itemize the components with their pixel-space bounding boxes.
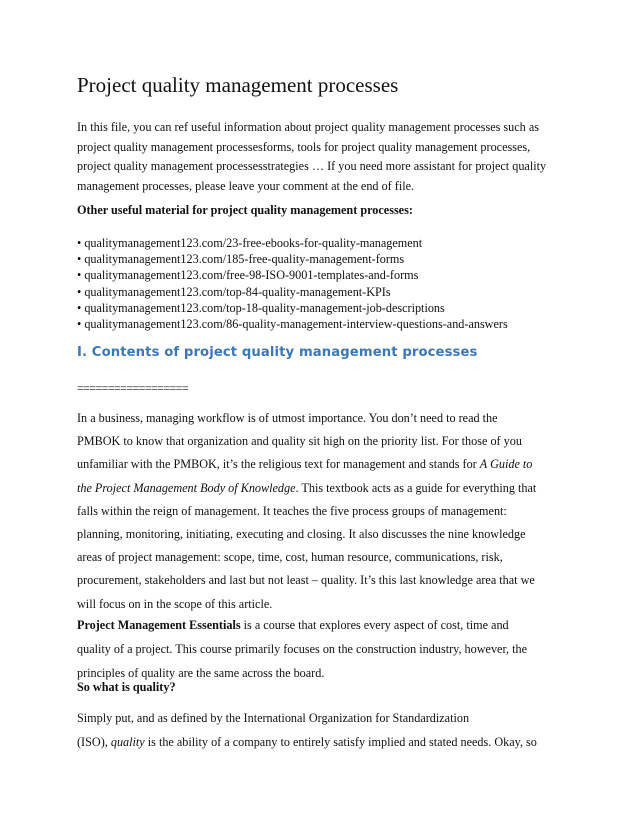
book-title-italic: A Guide to bbox=[479, 457, 533, 472]
body-line: principles of quality are the same across the board. bbox=[77, 666, 325, 680]
body-text: unfamiliar with the PMBOK, it’s the religious text for management and stands for bbox=[77, 457, 480, 472]
body-line bbox=[77, 613, 567, 637]
body-line: Simply put, and as defined by the International Organization for Standardization bbox=[77, 711, 470, 725]
intro-line: management processes, please leave your comment at the end of file. bbox=[77, 178, 415, 193]
page-title: Project quality management processes bbox=[77, 73, 399, 97]
body-paragraph bbox=[77, 407, 567, 616]
quality-italic: quality bbox=[110, 735, 145, 749]
what-is-quality-heading: So what is quality? bbox=[77, 680, 176, 694]
body-line: procurement, stakeholders and last but not least – quality. It’s this last knowledge area that we bbox=[77, 573, 535, 588]
body-line: falls within the reign of management. It teaches the five process groups of management: bbox=[77, 503, 507, 518]
separator-line: ================== bbox=[77, 381, 189, 395]
other-material-heading: Other useful material for project quality management processes: bbox=[77, 203, 413, 217]
body-text: is a course that explores every aspect of cost, time and bbox=[240, 618, 509, 632]
resource-link[interactable]: • qualitymanagement123.com/top-84-quality-management-KPIs bbox=[77, 284, 391, 299]
body-line: areas of project management: scope, time, cost, human resource, communications, risk, bbox=[77, 550, 503, 565]
body-line: PMBOK to know that organization and quality sit high on the priority list. For those of you bbox=[77, 434, 522, 449]
intro-paragraph bbox=[77, 118, 567, 196]
body-text: . This textbook acts as a guide for everything that bbox=[295, 480, 537, 495]
body-line: quality of a project. This course primarily focuses on the construction industry, however, the bbox=[77, 642, 527, 656]
intro-line: In this file, you can ref useful information about project quality management processes such as bbox=[77, 120, 539, 134]
resource-link-list bbox=[77, 235, 508, 332]
quality-paragraph bbox=[77, 706, 567, 754]
body-line bbox=[77, 730, 567, 754]
book-title-italic: the Project Management Body of Knowledge bbox=[77, 480, 296, 495]
resource-link[interactable]: • qualitymanagement123.com/top-18-quality-management-job-descriptions bbox=[77, 300, 445, 315]
body-text: is the ability of a company to entirely satisfy implied and stated needs. Okay, so bbox=[144, 735, 537, 749]
body-line bbox=[77, 453, 567, 476]
essentials-bold: Project Management Essentials bbox=[77, 618, 241, 632]
resource-link[interactable]: • qualitymanagement123.com/185-free-quality-management-forms bbox=[77, 252, 405, 267]
section-heading: I. Contents of project quality management processes bbox=[77, 345, 478, 360]
intro-line: project quality management processesforms, tools for project quality management processes, bbox=[77, 139, 531, 154]
essentials-paragraph bbox=[77, 613, 567, 685]
intro-line: project quality management processesstrategies … If you need more assistant for project quality bbox=[77, 159, 547, 174]
body-line bbox=[77, 477, 567, 500]
body-text: (ISO), bbox=[77, 735, 111, 749]
resource-link[interactable]: • qualitymanagement123.com/free-98-ISO-9001-templates-and-forms bbox=[77, 268, 419, 283]
body-line: planning, monitoring, initiating, executing and closing. It also discusses the nine knowledge bbox=[77, 526, 526, 541]
resource-link[interactable]: • qualitymanagement123.com/23-free-ebooks-for-quality-management bbox=[77, 236, 423, 250]
body-line: In a business, managing workflow is of utmost importance. You don’t need to read the bbox=[77, 411, 498, 425]
resource-link[interactable]: • qualitymanagement123.com/86-quality-management-interview-questions-and-answers bbox=[77, 317, 508, 332]
body-line: will focus on in the scope of this article. bbox=[77, 596, 273, 611]
